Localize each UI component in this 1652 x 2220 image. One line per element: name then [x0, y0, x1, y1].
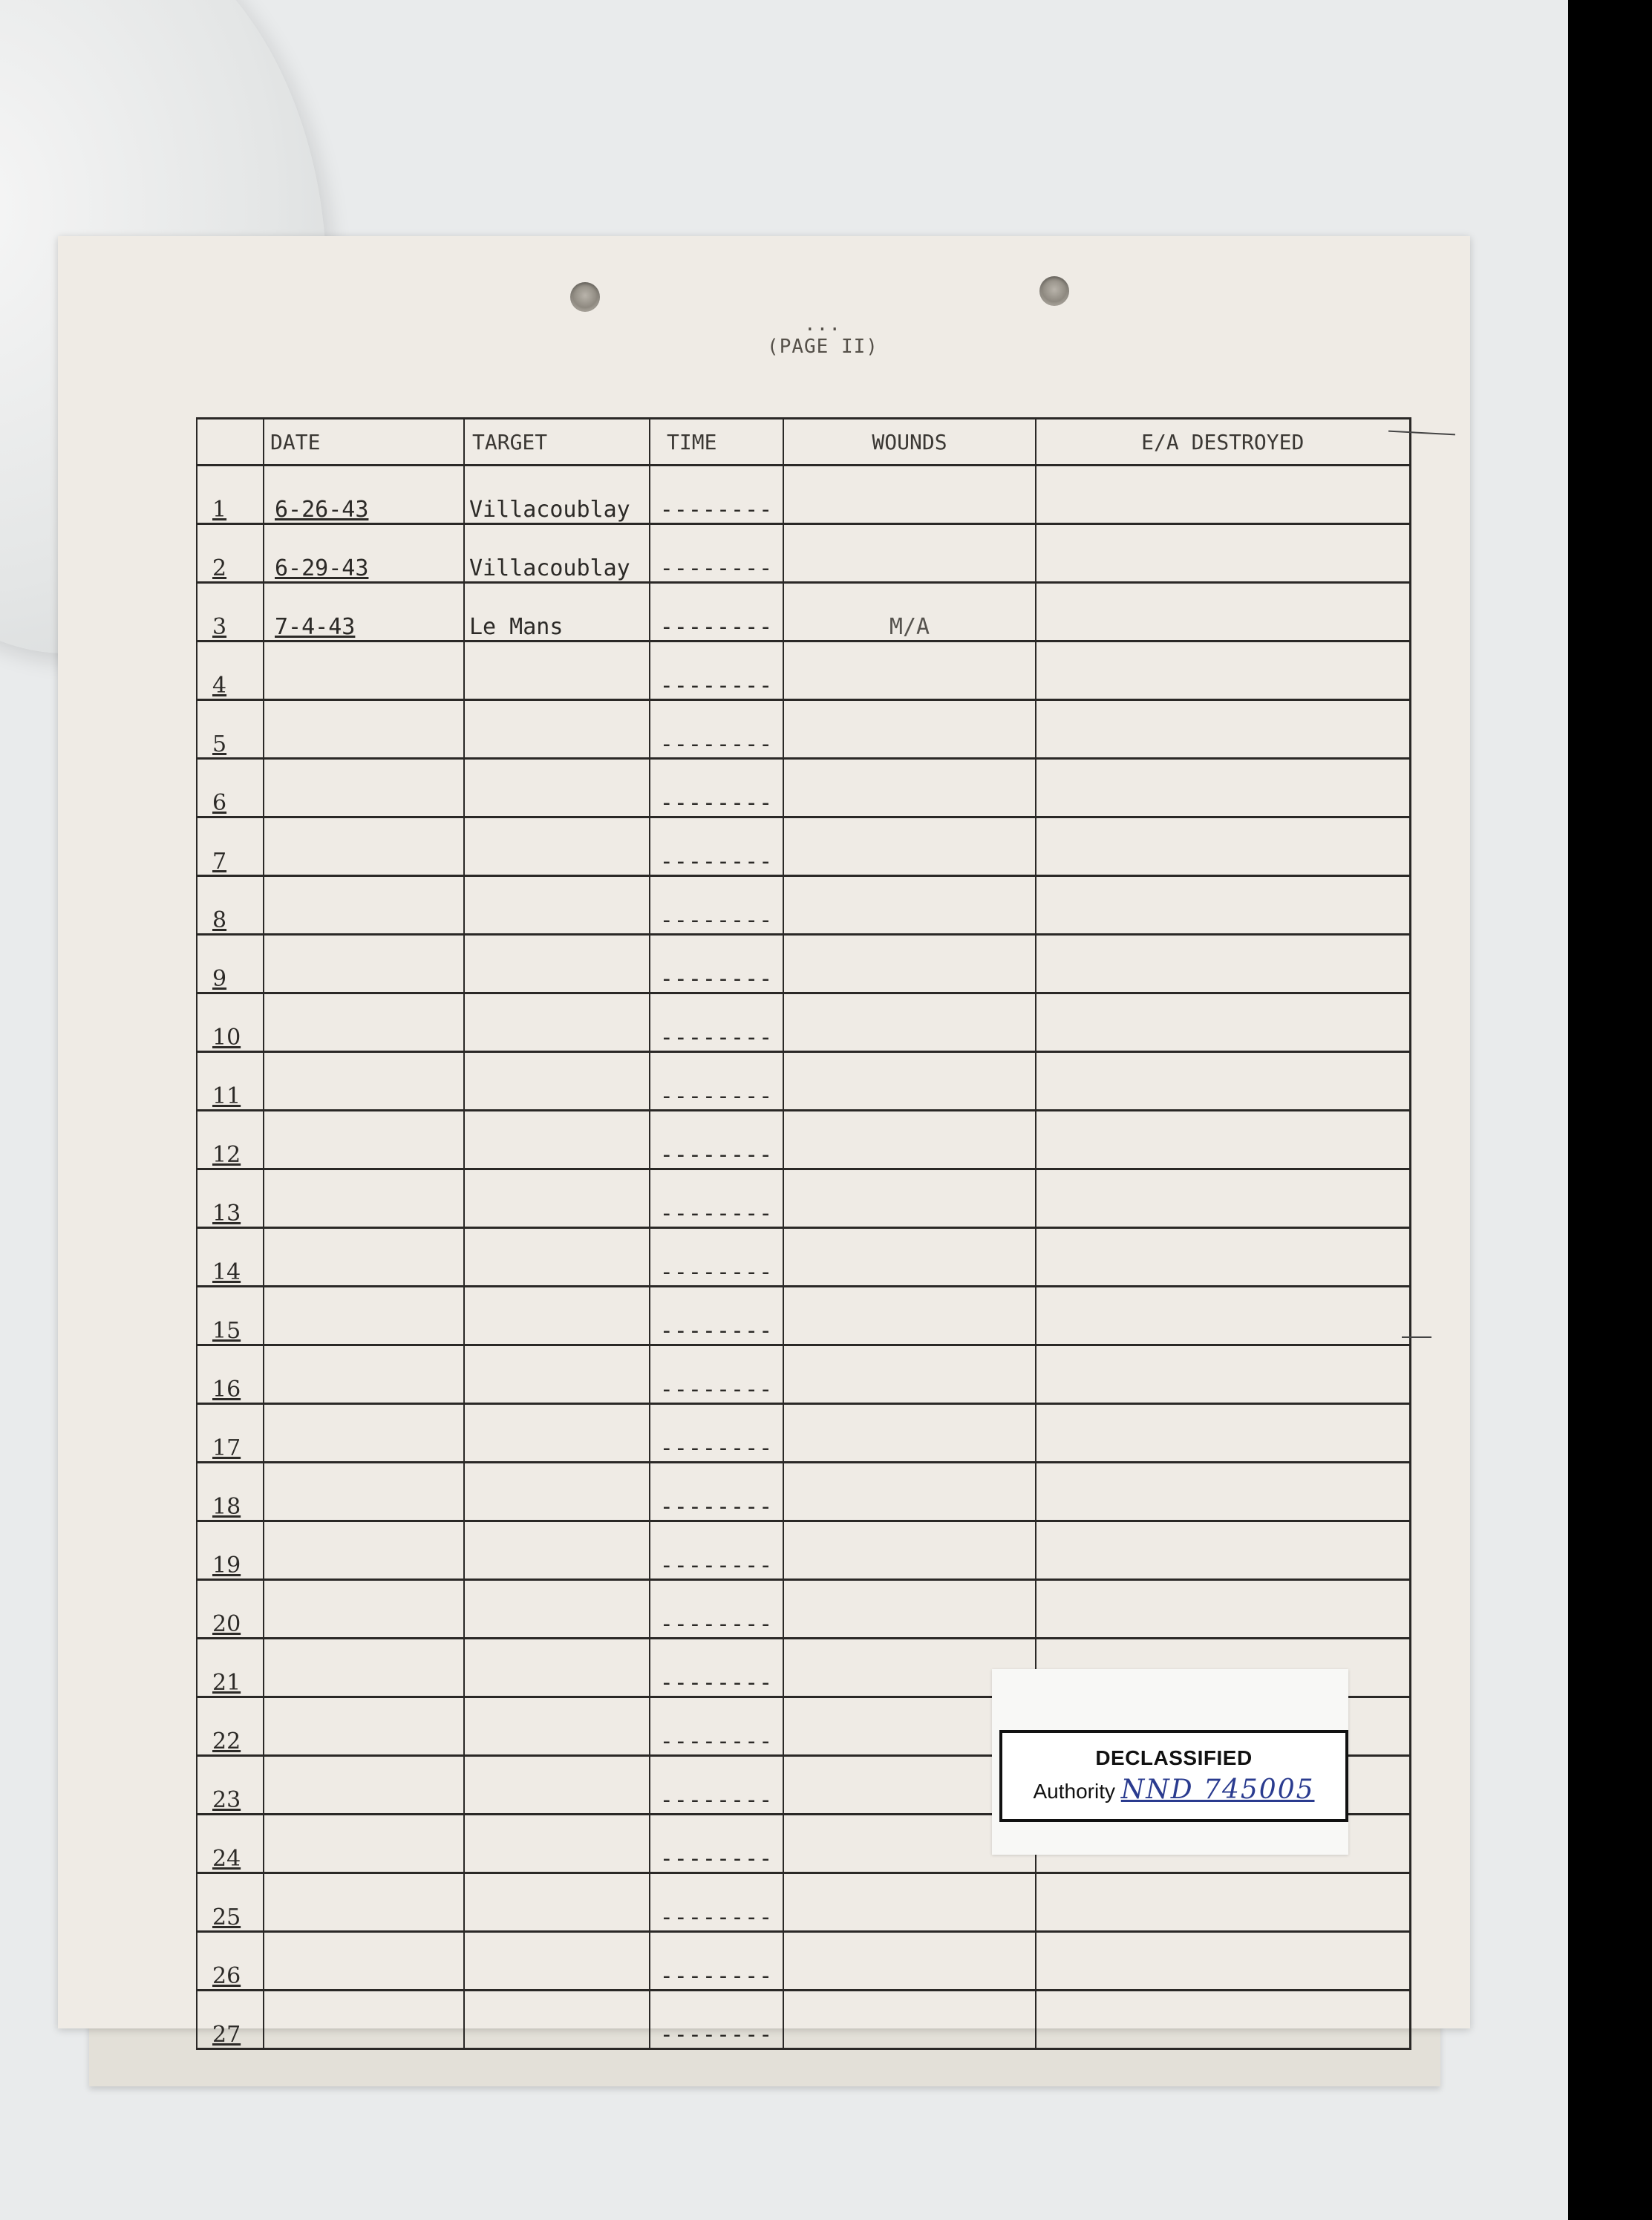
date-cell — [264, 1228, 464, 1287]
row-number: 22 — [197, 1697, 264, 1756]
header-date: DATE — [264, 419, 464, 466]
wounds-cell — [783, 641, 1036, 700]
row-number: 3 — [197, 583, 264, 641]
wounds-cell — [783, 1228, 1036, 1287]
row-number: 25 — [197, 1873, 264, 1932]
wounds-cell: M/A — [783, 583, 1036, 641]
ea-destroyed-cell — [1036, 817, 1410, 876]
row-number: 10 — [197, 993, 264, 1052]
ea-destroyed-cell — [1036, 1111, 1410, 1169]
ea-destroyed-cell — [1036, 641, 1410, 700]
table-row — [197, 1228, 1410, 1287]
time-cell: -------- — [650, 1111, 783, 1169]
target-cell — [464, 1404, 650, 1463]
ea-destroyed-cell — [1036, 524, 1410, 583]
target-cell — [464, 641, 650, 700]
target-cell — [464, 759, 650, 817]
row-number: 21 — [197, 1639, 264, 1697]
row-number: 4 — [197, 641, 264, 700]
date-cell — [264, 1404, 464, 1463]
table-row — [197, 759, 1410, 817]
date-cell — [264, 817, 464, 876]
heading-line-1: ... — [804, 313, 841, 336]
stamp-title: DECLASSIFIED — [1095, 1746, 1253, 1769]
wounds-cell — [783, 1580, 1036, 1639]
date-cell — [264, 1639, 464, 1697]
time-cell: -------- — [650, 1815, 783, 1873]
date-cell — [264, 1111, 464, 1169]
table-row — [197, 1580, 1410, 1639]
target-cell — [464, 993, 650, 1052]
row-number: 18 — [197, 1463, 264, 1521]
date-cell: 7-4-43 — [264, 583, 464, 641]
ea-destroyed-cell — [1036, 993, 1410, 1052]
wounds-cell — [783, 1052, 1036, 1111]
table-row — [197, 817, 1410, 876]
date-cell — [264, 1287, 464, 1345]
date-cell — [264, 1463, 464, 1521]
target-cell: Villacoublay — [464, 466, 650, 524]
ea-destroyed-cell — [1036, 1580, 1410, 1639]
target-cell — [464, 1287, 650, 1345]
time-cell: -------- — [650, 1404, 783, 1463]
wounds-cell — [783, 1345, 1036, 1404]
row-number: 23 — [197, 1756, 264, 1815]
header-row — [197, 419, 1410, 466]
table-row — [197, 993, 1410, 1052]
date-cell — [264, 641, 464, 700]
row-number: 13 — [197, 1169, 264, 1228]
target-cell — [464, 1697, 650, 1756]
time-cell: -------- — [650, 1991, 783, 2049]
row-number: 1 — [197, 466, 264, 524]
stamp-authority-value: NND 745005 — [1120, 1775, 1315, 1805]
wounds-cell — [783, 876, 1036, 935]
date-cell — [264, 1873, 464, 1932]
time-cell: -------- — [650, 641, 783, 700]
wounds-cell — [783, 1873, 1036, 1932]
target-cell — [464, 935, 650, 993]
wounds-cell — [783, 1404, 1036, 1463]
time-cell: -------- — [650, 1932, 783, 1991]
target-cell — [464, 1521, 650, 1580]
row-number: 12 — [197, 1111, 264, 1169]
date-cell — [264, 1345, 464, 1404]
stamp-authority — [1002, 1775, 1345, 1805]
time-cell: -------- — [650, 759, 783, 817]
target-cell: Le Mans — [464, 583, 650, 641]
wounds-cell — [783, 935, 1036, 993]
date-cell — [264, 1697, 464, 1756]
ea-destroyed-cell — [1036, 1991, 1410, 2049]
time-cell: -------- — [650, 1052, 783, 1111]
date-cell — [264, 1521, 464, 1580]
time-cell: -------- — [650, 1521, 783, 1580]
time-cell: -------- — [650, 1580, 783, 1639]
target-cell — [464, 1580, 650, 1639]
target-cell — [464, 1169, 650, 1228]
row-number: 27 — [197, 1991, 264, 2049]
time-cell: -------- — [650, 993, 783, 1052]
time-cell: -------- — [650, 583, 783, 641]
time-cell: -------- — [650, 1697, 783, 1756]
target-cell — [464, 700, 650, 759]
date-cell — [264, 700, 464, 759]
date-cell — [264, 1991, 464, 2049]
stray-mark — [1402, 1336, 1431, 1338]
row-number: 26 — [197, 1932, 264, 1991]
wounds-cell — [783, 817, 1036, 876]
table-row — [197, 524, 1410, 583]
row-number: 8 — [197, 876, 264, 935]
time-cell: -------- — [650, 524, 783, 583]
wounds-cell — [783, 1463, 1036, 1521]
table-row — [197, 1404, 1410, 1463]
table-row — [197, 1873, 1410, 1932]
stamp-authority-label: Authority — [1033, 1780, 1115, 1803]
dark-backdrop — [1568, 0, 1652, 2220]
ea-destroyed-cell — [1036, 1052, 1410, 1111]
ea-destroyed-cell — [1036, 1932, 1410, 1991]
wounds-cell — [783, 1991, 1036, 2049]
wounds-cell — [783, 1287, 1036, 1345]
time-cell: -------- — [650, 466, 783, 524]
wounds-cell — [783, 1111, 1036, 1169]
target-cell — [464, 1345, 650, 1404]
header-wounds: WOUNDS — [783, 419, 1036, 466]
row-number: 16 — [197, 1345, 264, 1404]
time-cell: -------- — [650, 1873, 783, 1932]
row-number: 2 — [197, 524, 264, 583]
row-number: 19 — [197, 1521, 264, 1580]
target-cell — [464, 817, 650, 876]
ea-destroyed-cell — [1036, 700, 1410, 759]
time-cell: -------- — [650, 1756, 783, 1815]
date-cell — [264, 935, 464, 993]
target-cell — [464, 1932, 650, 1991]
time-cell: -------- — [650, 1463, 783, 1521]
row-number: 24 — [197, 1815, 264, 1873]
row-number: 14 — [197, 1228, 264, 1287]
target-cell — [464, 1052, 650, 1111]
wounds-cell — [783, 700, 1036, 759]
row-number: 20 — [197, 1580, 264, 1639]
table-row — [197, 641, 1410, 700]
time-cell: -------- — [650, 1169, 783, 1228]
table-row — [197, 583, 1410, 641]
table-row — [197, 876, 1410, 935]
row-number: 6 — [197, 759, 264, 817]
ea-destroyed-cell — [1036, 466, 1410, 524]
date-cell — [264, 759, 464, 817]
row-number: 15 — [197, 1287, 264, 1345]
table-row — [197, 700, 1410, 759]
time-cell: -------- — [650, 935, 783, 993]
wounds-cell — [783, 1169, 1036, 1228]
table-row — [197, 1521, 1410, 1580]
declassified-stamp — [999, 1730, 1348, 1822]
time-cell: -------- — [650, 700, 783, 759]
date-cell: 6-29-43 — [264, 524, 464, 583]
header-number — [197, 419, 264, 466]
target-cell — [464, 1463, 650, 1521]
table-row — [197, 1463, 1410, 1521]
date-cell — [264, 1815, 464, 1873]
target-cell — [464, 1228, 650, 1287]
table-row — [197, 1991, 1410, 2049]
punch-hole-left — [570, 282, 600, 312]
wounds-cell — [783, 466, 1036, 524]
time-cell: -------- — [650, 1228, 783, 1287]
row-number: 5 — [197, 700, 264, 759]
date-cell — [264, 1580, 464, 1639]
ea-destroyed-cell — [1036, 1404, 1410, 1463]
table-row — [197, 935, 1410, 993]
table-row — [197, 1932, 1410, 1991]
date-cell: 6-26-43 — [264, 466, 464, 524]
ea-destroyed-cell — [1036, 583, 1410, 641]
time-cell: -------- — [650, 1639, 783, 1697]
time-cell: -------- — [650, 817, 783, 876]
wounds-cell — [783, 1521, 1036, 1580]
target-cell — [464, 1815, 650, 1873]
table-row — [197, 1169, 1410, 1228]
date-cell — [264, 876, 464, 935]
target-cell — [464, 1756, 650, 1815]
header-ea-destroyed: E/A DESTROYED — [1036, 419, 1410, 466]
target-cell — [464, 876, 650, 935]
time-cell: -------- — [650, 1287, 783, 1345]
date-cell — [264, 1756, 464, 1815]
punch-hole-right — [1039, 276, 1069, 306]
heading-line-2: (PAGE II) — [767, 336, 878, 358]
ea-destroyed-cell — [1036, 1169, 1410, 1228]
row-number: 17 — [197, 1404, 264, 1463]
target-cell — [464, 1991, 650, 2049]
target-cell — [464, 1111, 650, 1169]
table-row — [197, 1287, 1410, 1345]
target-cell: Villacoublay — [464, 524, 650, 583]
date-cell — [264, 1052, 464, 1111]
ea-destroyed-cell — [1036, 1228, 1410, 1287]
wounds-cell — [783, 1932, 1036, 1991]
wounds-cell — [783, 524, 1036, 583]
row-number: 11 — [197, 1052, 264, 1111]
wounds-cell — [783, 993, 1036, 1052]
time-cell: -------- — [650, 876, 783, 935]
header-time: TIME — [650, 419, 783, 466]
target-cell — [464, 1873, 650, 1932]
time-cell: -------- — [650, 1345, 783, 1404]
wounds-cell — [783, 759, 1036, 817]
date-cell — [264, 993, 464, 1052]
header-target: TARGET — [464, 419, 650, 466]
row-number: 7 — [197, 817, 264, 876]
ea-destroyed-cell — [1036, 1463, 1410, 1521]
date-cell — [264, 1169, 464, 1228]
ea-destroyed-cell — [1036, 1521, 1410, 1580]
date-cell — [264, 1932, 464, 1991]
ea-destroyed-cell — [1036, 935, 1410, 993]
ea-destroyed-cell — [1036, 1345, 1410, 1404]
table-row — [197, 1345, 1410, 1404]
ea-destroyed-cell — [1036, 1873, 1410, 1932]
table-row — [197, 466, 1410, 524]
ea-destroyed-cell — [1036, 759, 1410, 817]
target-cell — [464, 1639, 650, 1697]
document-heading — [637, 313, 1008, 358]
table-row — [197, 1111, 1410, 1169]
ea-destroyed-cell — [1036, 876, 1410, 935]
row-number: 9 — [197, 935, 264, 993]
table-row — [197, 1052, 1410, 1111]
ea-destroyed-cell — [1036, 1287, 1410, 1345]
